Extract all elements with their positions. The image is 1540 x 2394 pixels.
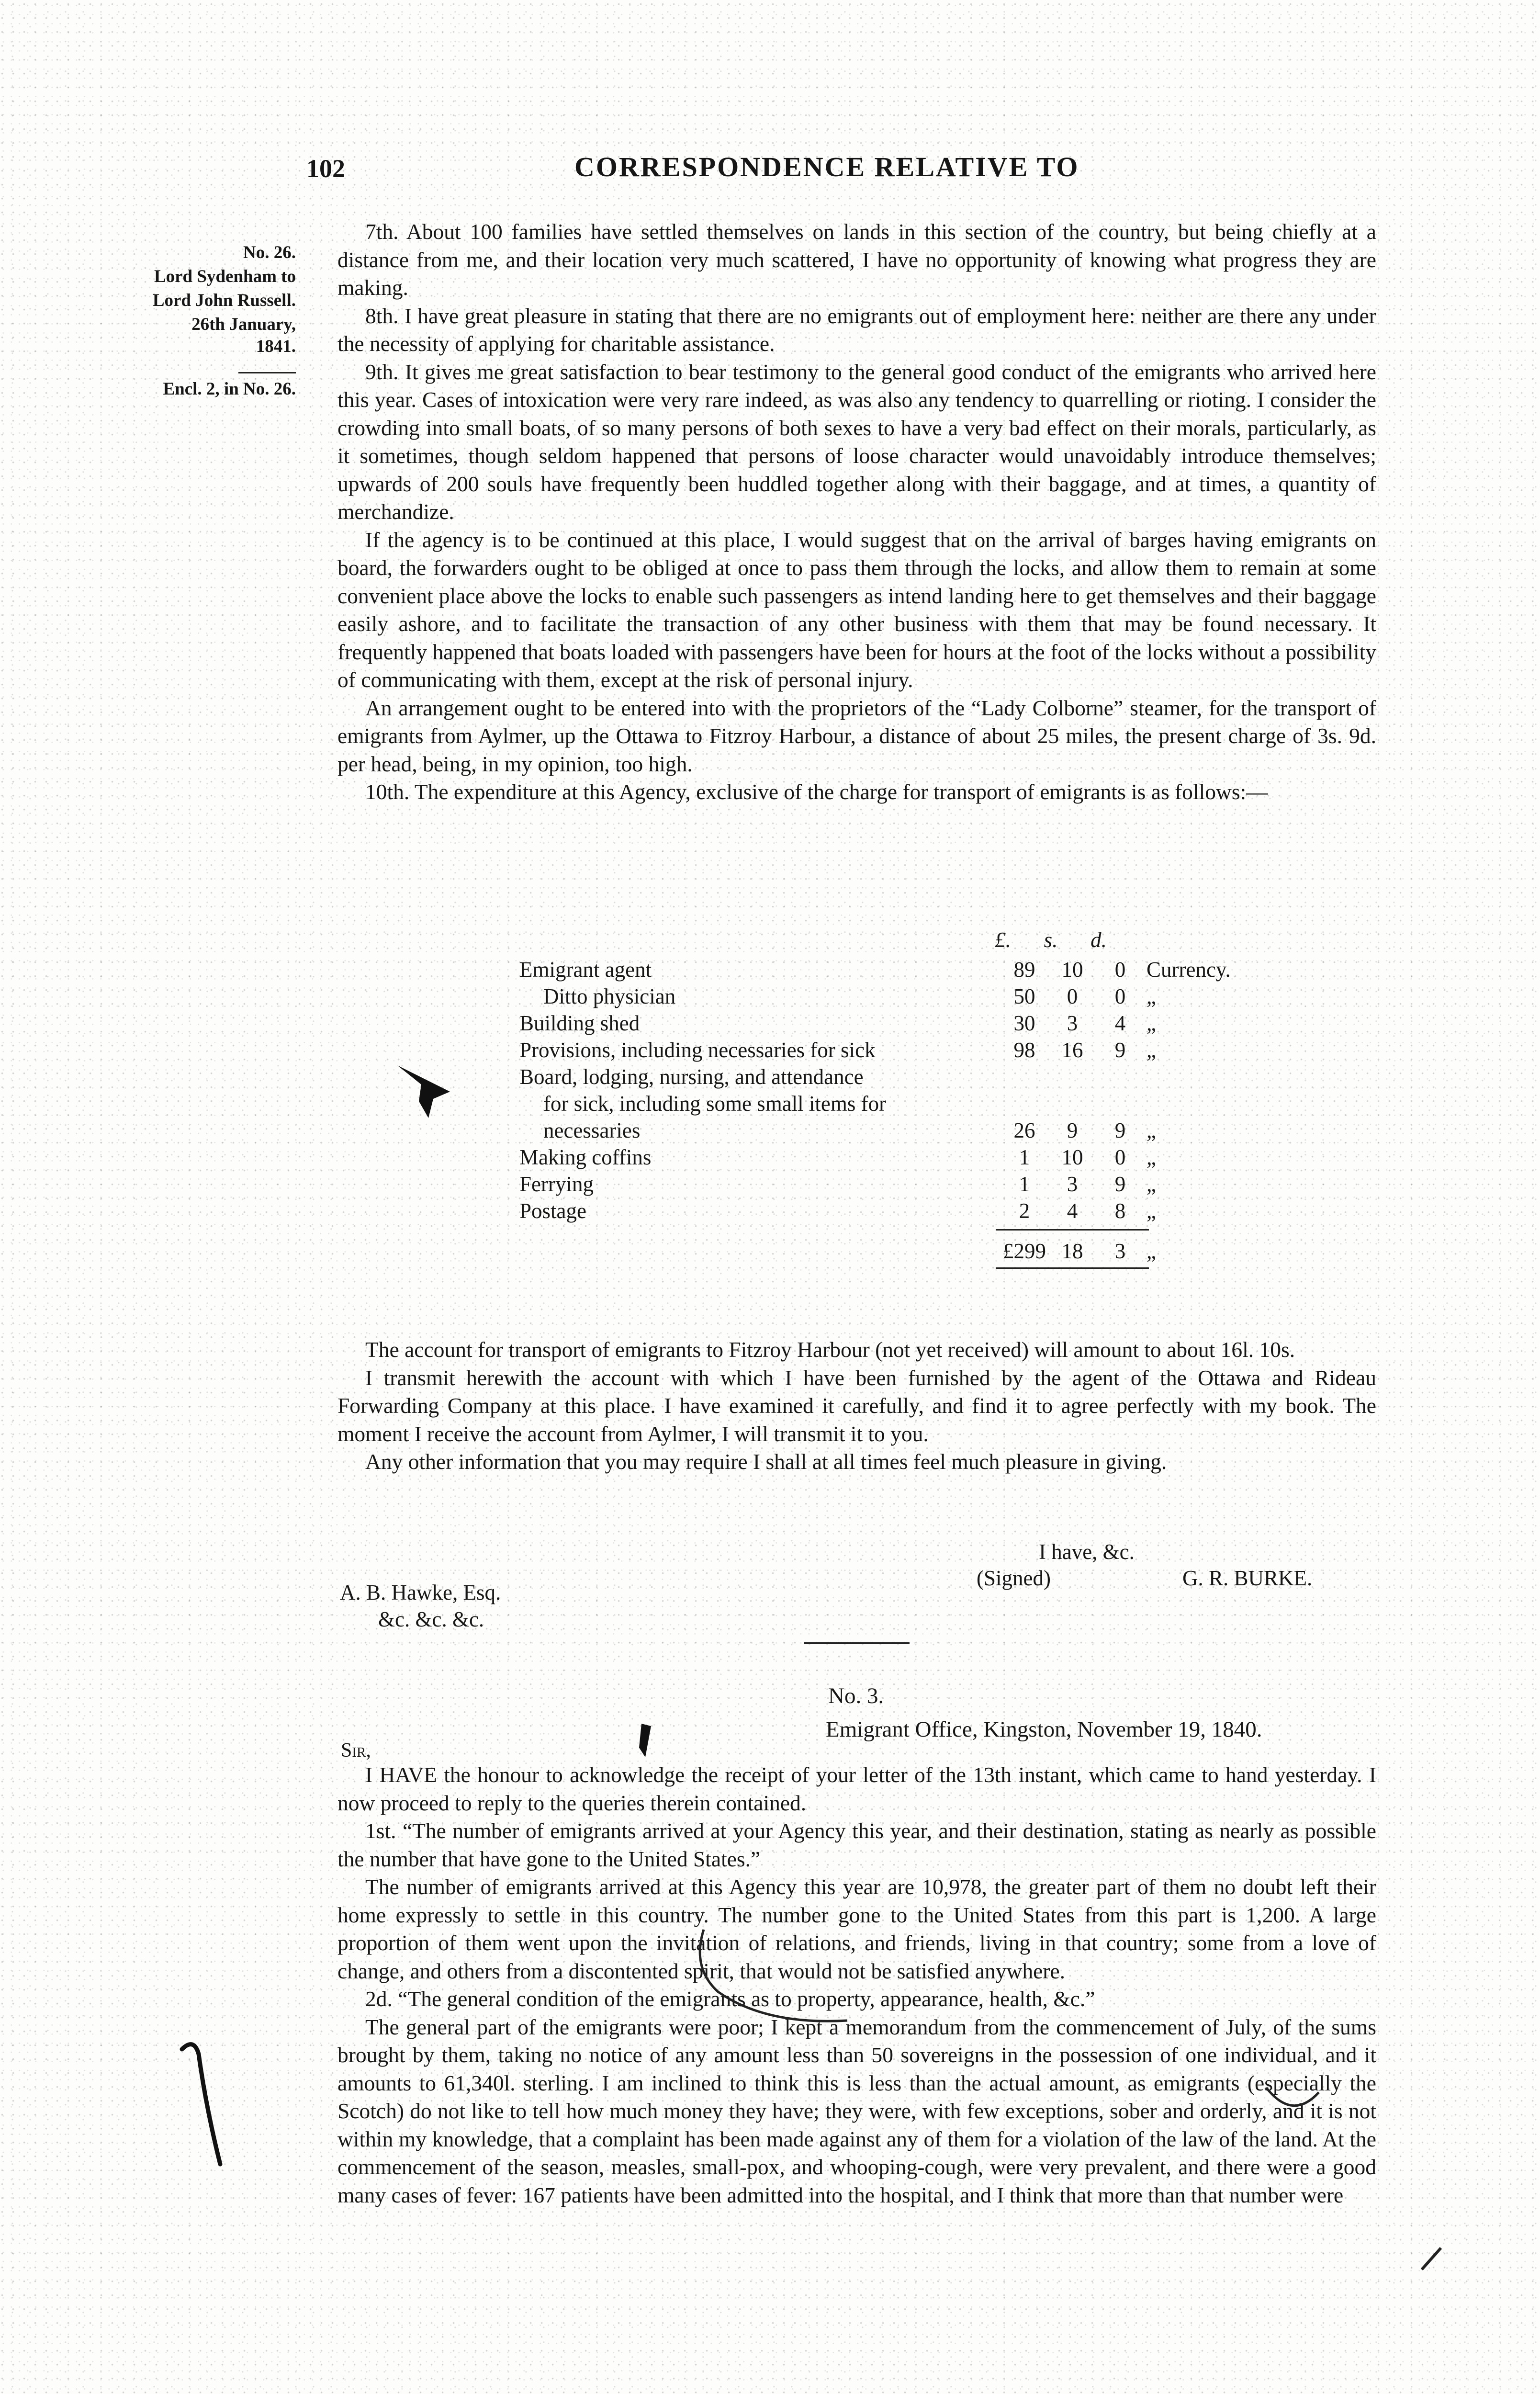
paragraph: 7th. About 100 families have settled themselves on lands in this section of the country, but being chiefly at a distance from me, and their location very much scattered, I have no opportunity of knowing what progress they are making.: [337, 219, 1376, 300]
currency-note: „: [1147, 1172, 1156, 1196]
shillings: 16: [1061, 1038, 1083, 1062]
pounds: 2: [1019, 1199, 1030, 1223]
pounds: 50: [1013, 984, 1035, 1008]
ink-blot-mark: [393, 1056, 460, 1128]
pence: 8: [1114, 1199, 1126, 1223]
pence: 9: [1114, 1038, 1126, 1062]
shillings: 10: [1061, 1145, 1083, 1169]
margin-date: 26th January, 1841.: [191, 315, 296, 356]
expense-row: [519, 1144, 1237, 1171]
expense-label: Postage: [519, 1199, 586, 1223]
margin-enclosure: Encl. 2, in No. 26.: [163, 379, 296, 399]
paragraph: 9th. It gives me great satisfaction to bear testimony to the general good conduct of the emigrants who arrived here this year. Cases of intoxication were very rare indeed, as was also any tendency to quarrelling or rioting. I consider the crowding into small boats, of so many persons of both sexes to have a very bad effect on their morals, particularly, as it sometimes, though seldom happened that persons of loose character would unavoidably introduce themselves; upwards of 200 souls have frequently been huddled together along with their baggage, and at times, a quantity of merchandize.: [337, 359, 1376, 524]
addressee-etc: &c. &c. &c.: [378, 1607, 484, 1631]
pounds-header: £.: [995, 928, 1011, 952]
margin-notes: [152, 242, 296, 402]
expense-label: necessaries: [543, 1118, 641, 1142]
expense-total-row: [519, 1238, 1237, 1265]
currency-note: „: [1147, 1145, 1156, 1169]
pence: 0: [1114, 984, 1126, 1008]
margin-from-to-2: Lord John Russell.: [152, 291, 296, 310]
margin-doc-no: No. 26.: [243, 243, 296, 262]
letter1-closing-body: [337, 1336, 1376, 1476]
shillings: 3: [1067, 1172, 1078, 1196]
expense-label: Ferrying: [519, 1172, 594, 1196]
pounds: 26: [1013, 1118, 1035, 1142]
expense-label: Provisions, including necessaries for sick: [519, 1038, 876, 1062]
currency-note: „: [1147, 984, 1156, 1008]
signed-mark: (Signed): [977, 1566, 1051, 1590]
expense-row: [519, 956, 1237, 983]
paragraph: The number of emigrants arrived at this Agency this year are 10,978, the greater part of them no doubt left their home expressly to settle in this country. The number gone to the United States from this part is 1,200. A large proportion of them went upon the invitation of relations, and friends, living in that country; some from a love of change, and others from a discontented spirit, that would not be satisfied anywhere.: [337, 1875, 1376, 1983]
letter-dateline: Emigrant Office, Kingston, November 19, 1840.: [826, 1717, 1262, 1742]
paragraph: 2d. “The general condition of the emigrants as to property, appearance, health, &c.”: [365, 1987, 1095, 2011]
expense-amount: [1000, 1037, 1144, 1064]
currency-note: „: [1147, 1011, 1156, 1035]
expense-row: [519, 1090, 1237, 1117]
shillings-header: s.: [1044, 928, 1058, 952]
paragraph: I transmit herewith the account with which I have been furnished by the agent of the Ottawa and Rideau Forwarding Company at this place. I have examined it carefully, and find it to agree perfectly with my book. The moment I receive the account from Aylmer, I will transmit it to you.: [337, 1365, 1376, 1446]
letter1-body: [337, 218, 1376, 806]
shillings: 10: [1061, 958, 1083, 982]
handwritten-mark: [172, 2035, 230, 2179]
shillings: 9: [1067, 1118, 1078, 1142]
pence: 9: [1114, 1172, 1126, 1196]
shillings: 4: [1067, 1199, 1078, 1223]
pounds: 1: [1019, 1145, 1030, 1169]
total-shillings: 18: [1061, 1239, 1083, 1263]
expense-label: for sick, including some small items for: [543, 1092, 887, 1116]
expense-label: Making coffins: [519, 1145, 652, 1169]
expense-amount: [1000, 1010, 1144, 1037]
pence: 0: [1114, 1145, 1126, 1169]
page-number: 102: [306, 154, 345, 183]
margin-divider: [238, 372, 296, 376]
paragraph: 10th. The expenditure at this Agency, exclusive of the charge for transport of emigrants is as follows:—: [365, 779, 1268, 804]
pounds: 98: [1013, 1038, 1035, 1062]
shillings: 3: [1067, 1011, 1078, 1035]
expense-row: [519, 1063, 1237, 1090]
expense-row: [519, 1171, 1237, 1197]
pounds: 30: [1013, 1011, 1035, 1035]
expense-amount: [1000, 1171, 1144, 1198]
paragraph: The account for transport of emigrants to Fitzroy Harbour (not yet received) will amount to about 16l. 10s.: [365, 1337, 1295, 1362]
paragraph: If the agency is to be continued at this place, I would suggest that on the arrival of barges having emigrants on board, the forwarders ought to be obliged at once to pass them through the locks, and allow them to remain at some convenient place above the locks to enable such passengers as intend landing here to get themselves and their baggage easily ashore, and to facilitate the transaction of any other business with them that may be found necessary. It frequently happened that boats loaded with passengers have been for hours at the foot of the locks without a possibility of communicating with them, except at the risk of personal injury.: [337, 527, 1376, 692]
expense-row: [519, 1117, 1237, 1144]
paragraph: I HAVE the honour to acknowledge the receipt of your letter of the 13th instant, which came to hand yesterday. I now proceed to reply to the queries therein contained.: [337, 1762, 1376, 1815]
pounds: 89: [1013, 958, 1035, 982]
pounds: 1: [1019, 1172, 1030, 1196]
expense-row: [519, 983, 1237, 1010]
pencil-annotation: [689, 1910, 852, 2040]
currency-note: Currency.: [1147, 958, 1231, 982]
section-separator: [804, 1642, 910, 1644]
expense-label: Emigrant agent: [519, 958, 652, 982]
page-header: [306, 151, 1369, 189]
addressee-name: A. B. Hawke, Esq.: [340, 1581, 501, 1604]
letter2-body: [337, 1761, 1376, 2209]
pencil-dash: [1417, 2241, 1446, 2279]
expense-label: Board, lodging, nursing, and attendance: [519, 1065, 864, 1089]
expense-total: [1000, 1238, 1144, 1265]
paragraph: An arrangement ought to be entered into with the proprietors of the “Lady Colborne” steamer, for the transport of emigrants from Aylmer, up the Ottawa to Fitzroy Harbour, a distance of about 25 miles, the present charge of 3s. 9d. per head, being, in my opinion, too high.: [337, 695, 1376, 776]
currency-note: „: [1147, 1118, 1156, 1142]
expense-row: [519, 1197, 1237, 1224]
expense-amount: [1000, 1144, 1144, 1171]
handwritten-tick: [632, 1719, 661, 1762]
expense-row: [519, 1010, 1237, 1037]
expense-amount: [1000, 956, 1144, 983]
salutation: Sir,: [341, 1739, 371, 1762]
currency-note: „: [1147, 1199, 1156, 1223]
paragraph: The general part of the emigrants were poor; I kept a memorandum from the commencement of July, of the sums brought by them, taking no notice of any amount less than 50 sovereigns in the possession of one individual, and it amounts to 61,340l. sterling. I am inclined to think this is less than the actual amount, as emigrants (especially the Scotch) do not like to tell how much money they have; they were, with few exceptions, sober and orderly, and it is not within my knowledge, that a complaint has been made against any of them for a violation of the law of the land. At the commencement of the season, measles, small-pox, and whooping-cough, were very prevalent, and there were a good many cases of fever: 167 patients have been admitted into the hospital, and I think that more than that number were: [337, 2014, 1376, 2207]
expense-label: Ditto physician: [543, 984, 676, 1008]
currency-note: „: [1147, 1239, 1156, 1263]
total-pence: 3: [1114, 1239, 1126, 1263]
expense-amount: [1000, 1197, 1144, 1225]
margin-from-to-1: Lord Sydenham to: [154, 267, 296, 286]
pence: 0: [1114, 958, 1126, 982]
pencil-annotation-2: [1264, 2078, 1321, 2121]
shillings: 0: [1067, 984, 1078, 1008]
sum-rule: [996, 1229, 1149, 1231]
expense-label: Building shed: [519, 1011, 640, 1035]
pence: 4: [1114, 1011, 1126, 1035]
paragraph: Any other information that you may require I shall at all times feel much pleasure in giving.: [365, 1449, 1167, 1474]
expense-table-header: [979, 926, 1132, 954]
total-pounds: £299: [1003, 1239, 1046, 1263]
expense-amount: [1000, 983, 1144, 1010]
expense-row: [519, 1037, 1237, 1063]
pence-header: d.: [1090, 928, 1107, 952]
closing-phrase: I have, &c.: [1039, 1540, 1135, 1564]
running-title: CORRESPONDENCE RELATIVE TO: [574, 151, 1079, 182]
pence: 9: [1114, 1118, 1126, 1142]
total-rule: [996, 1267, 1149, 1269]
currency-note: „: [1147, 1038, 1156, 1062]
paragraph: 8th. I have great pleasure in stating that there are no emigrants out of employment here: neither are there any under the necessity of applying for charitable assistance.: [337, 303, 1376, 356]
expense-amount: [1000, 1117, 1144, 1144]
letter-number: No. 3.: [828, 1683, 884, 1708]
signer-name: G. R. BURKE.: [1182, 1566, 1313, 1590]
paragraph: 1st. “The number of emigrants arrived at your Agency this year, and their destination, stating as nearly as possible the number that have gone to the United States.”: [337, 1818, 1376, 1871]
